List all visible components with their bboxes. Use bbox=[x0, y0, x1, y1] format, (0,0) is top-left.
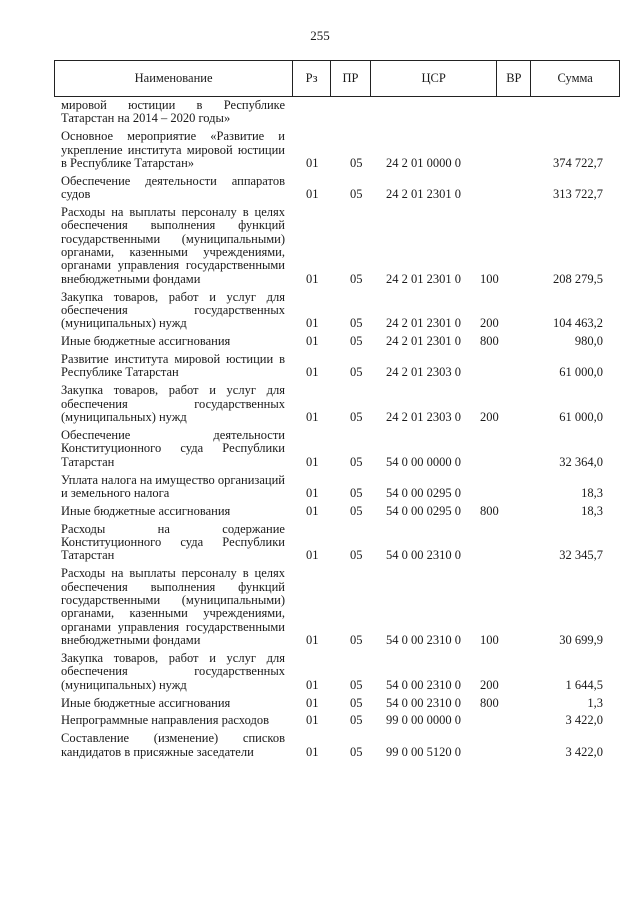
row-name: Расходы на содержание Конституционного суда Республики Татарстан bbox=[61, 521, 285, 563]
table-row bbox=[0, 99, 640, 126]
row-csr: 24 2 01 2301 0 bbox=[386, 271, 461, 286]
row-rz: 01 bbox=[306, 187, 319, 202]
row-sum: 32 345,7 bbox=[559, 548, 603, 563]
row-pr: 05 bbox=[350, 713, 363, 728]
row-csr: 99 0 00 0000 0 bbox=[386, 713, 461, 728]
row-csr: 54 0 00 0295 0 bbox=[386, 485, 461, 500]
header-csr: ЦСР bbox=[370, 61, 497, 96]
row-csr: 54 0 00 2310 0 bbox=[386, 548, 461, 563]
table-row bbox=[0, 175, 640, 202]
row-sum: 18,3 bbox=[581, 503, 603, 518]
row-sum: 1,3 bbox=[587, 695, 603, 710]
row-csr: 54 0 00 0000 0 bbox=[386, 454, 461, 469]
row-name: Расходы на выплаты персоналу в целях обеспечения выполнения функций государственными (муниципальными) органами, казенными учреждениями, органами управления государственными внебюджетными фондами bbox=[61, 205, 285, 286]
row-vr: 800 bbox=[480, 503, 499, 518]
row-vr: 100 bbox=[480, 271, 499, 286]
row-csr: 99 0 00 5120 0 bbox=[386, 744, 461, 759]
row-rz: 01 bbox=[306, 316, 319, 331]
row-csr: 24 2 01 2303 0 bbox=[386, 410, 461, 425]
header-pr: ПР bbox=[330, 61, 370, 96]
row-vr: 200 bbox=[480, 677, 499, 692]
row-rz: 01 bbox=[306, 503, 319, 518]
table-row bbox=[0, 714, 640, 727]
row-name: Закупка товаров, работ и услуг для обеспечения государственных (муниципальных) нужд bbox=[61, 289, 285, 331]
row-pr: 05 bbox=[350, 454, 363, 469]
row-name: Закупка товаров, работ и услуг для обеспечения государственных (муниципальных) нужд bbox=[61, 383, 285, 425]
table-row bbox=[0, 505, 640, 518]
row-pr: 05 bbox=[350, 271, 363, 286]
table-row bbox=[0, 130, 640, 170]
row-name: Закупка товаров, работ и услуг для обеспечения государственных (муниципальных) нужд bbox=[61, 650, 285, 692]
table-row bbox=[0, 697, 640, 710]
row-vr: 800 bbox=[480, 334, 499, 349]
table-row bbox=[0, 429, 640, 469]
row-name: Иные бюджетные ассигнования bbox=[61, 334, 231, 349]
row-csr: 54 0 00 2310 0 bbox=[386, 677, 461, 692]
row-sum: 980,0 bbox=[574, 334, 603, 349]
row-sum: 61 000,0 bbox=[559, 410, 603, 425]
row-csr: 24 2 01 0000 0 bbox=[386, 155, 461, 170]
row-pr: 05 bbox=[350, 677, 363, 692]
page-number: 255 bbox=[310, 28, 330, 43]
row-name: Уплата налога на имущество организаций и земельного налога bbox=[61, 472, 285, 500]
row-csr: 54 0 00 2310 0 bbox=[386, 632, 461, 647]
row-sum: 104 463,2 bbox=[553, 316, 603, 331]
row-pr: 05 bbox=[350, 485, 363, 500]
row-csr: 54 0 00 0295 0 bbox=[386, 503, 461, 518]
table-row bbox=[0, 291, 640, 331]
row-rz: 01 bbox=[306, 548, 319, 563]
row-sum: 3 422,0 bbox=[565, 713, 603, 728]
row-pr: 05 bbox=[350, 503, 363, 518]
row-rz: 01 bbox=[306, 695, 319, 710]
row-rz: 01 bbox=[306, 271, 319, 286]
row-name: Обеспечение деятельности аппаратов судов bbox=[61, 173, 285, 202]
row-csr: 24 2 01 2303 0 bbox=[386, 365, 461, 380]
header-rz: Рз bbox=[292, 61, 330, 96]
table-header bbox=[54, 60, 620, 97]
header-name: Наименование bbox=[134, 71, 213, 85]
row-pr: 05 bbox=[350, 410, 363, 425]
row-sum: 32 364,0 bbox=[559, 454, 603, 469]
row-rz: 01 bbox=[306, 410, 319, 425]
row-vr: 200 bbox=[480, 316, 499, 331]
row-csr: 54 0 00 2310 0 bbox=[386, 695, 461, 710]
row-pr: 05 bbox=[350, 187, 363, 202]
header-sum: Сумма bbox=[530, 61, 619, 96]
row-rz: 01 bbox=[306, 454, 319, 469]
row-sum: 1 644,5 bbox=[565, 677, 603, 692]
row-name: Обеспечение деятельности Конституционного суда Республики Татарстан bbox=[61, 428, 285, 469]
row-pr: 05 bbox=[350, 744, 363, 759]
row-csr: 24 2 01 2301 0 bbox=[386, 334, 461, 349]
row-rz: 01 bbox=[306, 485, 319, 500]
row-sum: 18,3 bbox=[581, 485, 603, 500]
row-pr: 05 bbox=[350, 365, 363, 380]
row-name: Расходы на выплаты персоналу в целях обеспечения выполнения функций государственными (муниципальными) органами, казенными учреждениями, органами управления государственными внебюджетными фондами bbox=[61, 566, 285, 647]
row-sum: 30 699,9 bbox=[559, 632, 603, 647]
row-name: Иные бюджетные ассигнования bbox=[61, 503, 231, 518]
row-pr: 05 bbox=[350, 334, 363, 349]
row-pr: 05 bbox=[350, 548, 363, 563]
row-rz: 01 bbox=[306, 365, 319, 380]
table-row bbox=[0, 206, 640, 286]
table-row bbox=[0, 384, 640, 424]
row-sum: 208 279,5 bbox=[553, 271, 603, 286]
row-sum: 3 422,0 bbox=[565, 744, 603, 759]
row-csr: 24 2 01 2301 0 bbox=[386, 316, 461, 331]
row-vr: 800 bbox=[480, 695, 499, 710]
row-pr: 05 bbox=[350, 632, 363, 647]
row-sum: 313 722,7 bbox=[553, 187, 603, 202]
row-pr: 05 bbox=[350, 695, 363, 710]
row-csr: 24 2 01 2301 0 bbox=[386, 187, 461, 202]
row-vr: 200 bbox=[480, 410, 499, 425]
table-row bbox=[0, 567, 640, 647]
row-rz: 01 bbox=[306, 155, 319, 170]
row-rz: 01 bbox=[306, 334, 319, 349]
table-row bbox=[0, 652, 640, 692]
row-rz: 01 bbox=[306, 677, 319, 692]
row-name: Непрограммные направления расходов bbox=[61, 713, 269, 728]
row-name: Иные бюджетные ассигнования bbox=[61, 695, 231, 710]
table-row bbox=[0, 732, 640, 759]
row-pr: 05 bbox=[350, 155, 363, 170]
row-name: Развитие института мировой юстиции в Республике Татарстан bbox=[61, 352, 285, 380]
table-row bbox=[0, 335, 640, 348]
row-vr: 100 bbox=[480, 632, 499, 647]
row-name: Составление (изменение) списков кандидатов в присяжные заседатели bbox=[61, 731, 285, 759]
table-body bbox=[0, 99, 640, 759]
table-row bbox=[0, 523, 640, 563]
row-rz: 01 bbox=[306, 713, 319, 728]
row-sum: 374 722,7 bbox=[553, 155, 603, 170]
row-pr: 05 bbox=[350, 316, 363, 331]
row-name: мировой юстиции в Республике Татарстан на 2014 – 2020 годы» bbox=[61, 98, 285, 126]
row-sum: 61 000,0 bbox=[559, 365, 603, 380]
row-rz: 01 bbox=[306, 632, 319, 647]
table-row bbox=[0, 474, 640, 501]
table-row bbox=[0, 353, 640, 380]
row-rz: 01 bbox=[306, 744, 319, 759]
row-name: Основное мероприятие «Развитие и укрепление института мировой юстиции в Республике Татарстан» bbox=[61, 129, 285, 170]
header-vr: ВР bbox=[496, 61, 530, 96]
